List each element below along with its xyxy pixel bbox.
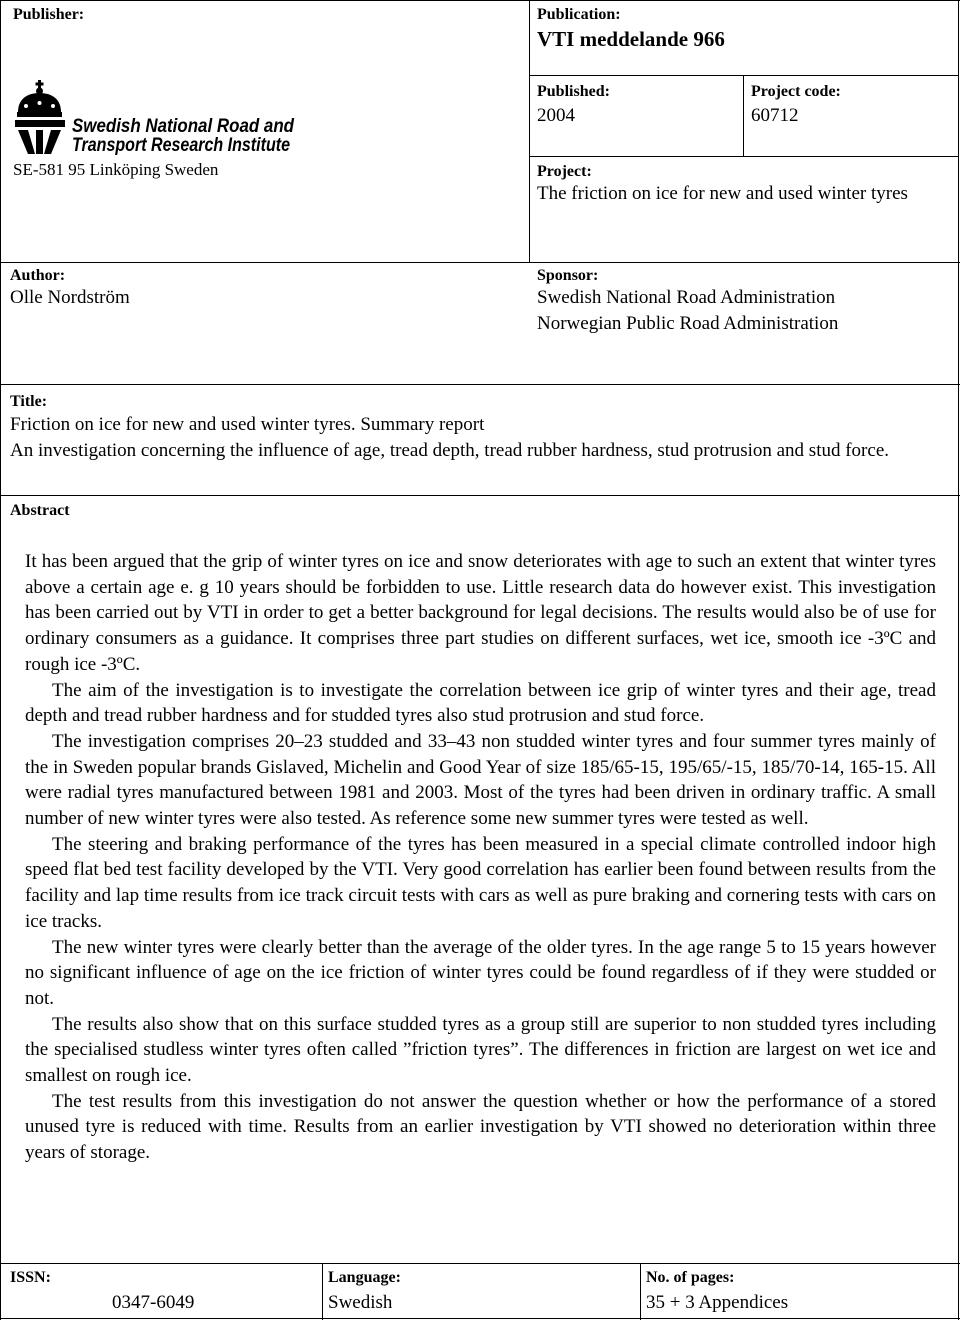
- author-value: Olle Nordström: [10, 287, 130, 308]
- divider-under-title: [0, 495, 960, 496]
- abstract-paragraph: It has been argued that the grip of winter tyres on ice and snow deteriorates with age to such an extent that winter tyres above a certain age e. g 10 years should be forbidden to use. Little research data do however exist. This investigation has been carried out by VTI in order to get a better background for legal decisions. The results would also be of use for ordinary consumers as a guidance. It comprises three part studies on different surfaces, wet ice, smooth ice -3ºC and rough ice -3ºC.: [25, 551, 936, 675]
- abstract-paragraph: The investigation comprises 20–23 studded and 33–43 non studded winter tyres and four summer tyres mainly of the in Sweden popular brands Gislaved, Michelin and Good Year of size 185/65-15, 195/65/-15, 185/70-14, 165-15. All were radial tyres manufactured between 1981 and 2003. Most of the tyres had been driven in ordinary traffic. A small number of new winter tyres were also tested. As reference some new summer tyres were tested as well.: [25, 730, 936, 830]
- sponsor-line-2: Norwegian Public Road Administration: [537, 313, 839, 334]
- logo-text-line1: Swedish National Road and: [72, 115, 295, 137]
- abstract-paragraph: The new winter tyres were clearly better than the average of the older tyres. In the age range 5 to 15 years however no significant influence of age on the ice friction of winter tyres could be found regardless of if they were studded or not.: [25, 936, 936, 1009]
- frame-top: [0, 0, 960, 1]
- sponsor-label: Sponsor:: [537, 267, 599, 284]
- abstract-body: [25, 549, 936, 1166]
- sponsor-line-1: Swedish National Road Administration: [537, 287, 836, 308]
- language-value: Swedish: [328, 1292, 393, 1313]
- divider-footer-1: [322, 1263, 323, 1320]
- divider-footer-2: [640, 1263, 641, 1320]
- frame-right: [958, 0, 959, 1320]
- publication-label: Publication:: [537, 6, 621, 23]
- issn-value: 0347-6049: [112, 1292, 195, 1313]
- pages-value: 35 + 3 Appendices: [646, 1292, 789, 1313]
- abstract-paragraph: The test results from this investigation do not answer the question whether or how the performance of a stored unused tyre is reduced with time. Results from an earlier investigation by VTI showed no deterioration within three years of storage.: [25, 1090, 936, 1164]
- published-label: Published:: [537, 83, 610, 100]
- author-label: Author:: [10, 267, 66, 284]
- divider-header-center: [529, 0, 530, 263]
- language-label: Language:: [328, 1269, 401, 1286]
- divider-above-footer: [0, 1263, 960, 1264]
- abstract-paragraph: The aim of the investigation is to investigate the correlation between ice grip of winter tyres and their age, tread depth and tread rubber hardness and for studded tyres also stud protrusion and stud force.: [25, 679, 936, 727]
- title-line-1: Friction on ice for new and used winter tyres. Summary report: [10, 414, 485, 435]
- divider-right-under-publication: [529, 75, 959, 76]
- publisher-label: Publisher:: [13, 6, 85, 23]
- logo-text-line2: Transport Research Institute: [72, 134, 291, 156]
- divider-under-header: [0, 262, 960, 263]
- abstract-paragraph: The results also show that on this surface studded tyres as a group still are superior to non studded tyres including the specialised studless winter tyres often called ”friction tyres”. The differences in friction are largest on wet ice and smallest on rough ice.: [25, 1013, 936, 1087]
- project-code-label: Project code:: [751, 83, 841, 100]
- project-code-value: 60712: [751, 105, 799, 126]
- pages-label: No. of pages:: [646, 1269, 735, 1286]
- vti-logo: [12, 78, 312, 158]
- project-value: The friction on ice for new and used winter tyres: [537, 183, 908, 204]
- title-label: Title:: [10, 393, 48, 410]
- crown-emblem-icon: [12, 78, 312, 158]
- frame-bottom: [0, 1318, 960, 1319]
- frame-left: [0, 0, 1, 1320]
- divider-right-under-published: [529, 156, 959, 157]
- abstract-label: Abstract: [10, 502, 70, 519]
- abstract-paragraph: The steering and braking performance of the tyres has been measured in a special climate controlled indoor high speed flat bed test facility developed by the VTI. Very good correlation has earlier been found between results from the facility and lap time results from ice track circuit tests with cars as well as pure braking and cornering tests with cars on ice tracks.: [25, 833, 936, 932]
- publication-value: VTI meddelande 966: [537, 27, 725, 51]
- title-line-2: An investigation concerning the influence of age, tread depth, tread rubber hardness, stud protrusion and stud force.: [10, 440, 890, 461]
- issn-label: ISSN:: [10, 1269, 51, 1286]
- project-label: Project:: [537, 163, 592, 180]
- divider-above-title: [0, 384, 960, 385]
- divider-published-code: [743, 75, 744, 157]
- published-value: 2004: [537, 105, 575, 126]
- publisher-address: SE-581 95 Linköping Sweden: [13, 160, 219, 179]
